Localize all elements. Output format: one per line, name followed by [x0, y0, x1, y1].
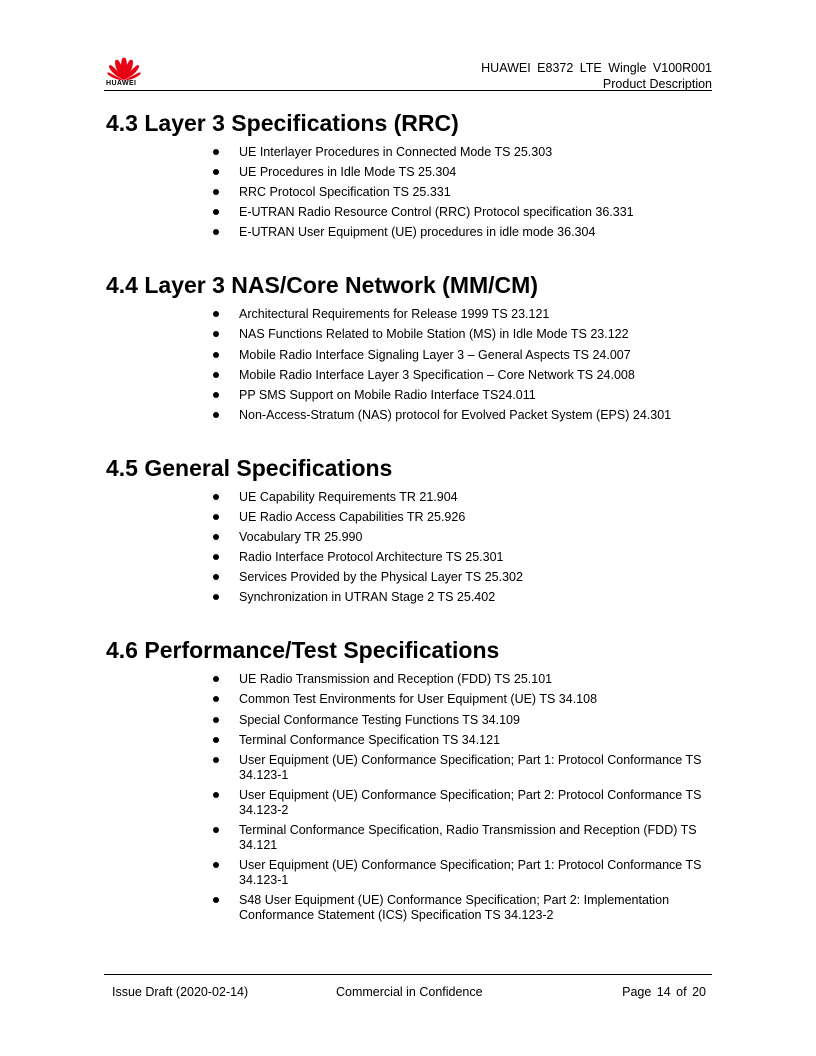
list-item-text: Common Test Environments for User Equipment (UE) TS 34.108	[239, 692, 598, 707]
header-product: HUAWEI E8372 LTE Wingle V100R001	[481, 61, 712, 75]
bullet-icon	[213, 209, 219, 215]
bullet-icon	[213, 897, 219, 903]
list-item-text: Non-Access-Stratum (NAS) protocol for Evolved Packet System (EPS) 24.301	[239, 407, 672, 422]
list-item-text: UE Radio Transmission and Reception (FDD) TS 25.101	[239, 672, 553, 687]
list-item	[239, 550, 716, 565]
list-item	[239, 753, 716, 783]
list-item	[239, 858, 716, 888]
list-item-text: PP SMS Support on Mobile Radio Interface TS24.011	[239, 387, 536, 402]
list-item	[239, 530, 716, 545]
list-item-text: E-UTRAN User Equipment (UE) procedures in idle mode 36.304	[239, 225, 596, 240]
bullet-icon	[213, 827, 219, 833]
list-item-text: Terminal Conformance Specification TS 34.121	[239, 732, 501, 747]
footer-issue: Issue Draft (2020-02-14)	[112, 985, 249, 999]
logo-wordmark: HUAWEI	[106, 80, 137, 87]
list-item-text: UE Interlayer Procedures in Connected Mode TS 25.303	[239, 145, 553, 159]
list-item	[239, 225, 716, 240]
list-item-text: Synchronization in UTRAN Stage 2 TS 25.402	[239, 590, 496, 605]
list-item-text: Vocabulary TR 25.990	[239, 530, 363, 545]
list-item-text: User Equipment (UE) Conformance Specification; Part 1: Protocol Conformance TS 34.123-1	[239, 857, 702, 887]
list-item-text: UE Procedures in Idle Mode TS 25.304	[239, 165, 457, 180]
list-item	[239, 788, 716, 818]
section-heading: 4.3 Layer 3 Specifications (RRC)	[106, 110, 459, 136]
list-item	[239, 205, 716, 220]
bullet-list	[106, 145, 716, 240]
bullet-icon	[213, 352, 219, 358]
list-item-text: Special Conformance Testing Functions TS 34.109	[239, 712, 520, 727]
list-item	[239, 490, 716, 505]
list-item	[239, 823, 716, 853]
running-header	[481, 60, 712, 92]
list-item-text: E-UTRAN Radio Resource Control (RRC) Protocol specification 36.331	[239, 205, 634, 220]
bullet-icon	[213, 717, 219, 723]
list-item	[239, 590, 716, 605]
bullet-list	[106, 307, 716, 422]
bullet-icon	[213, 514, 219, 520]
footer-page-number: Page 14 of 20	[622, 985, 706, 999]
section	[106, 270, 716, 422]
bullet-icon	[213, 169, 219, 175]
footer-confidentiality: Commercial in Confidence	[336, 985, 483, 999]
list-item	[239, 672, 716, 687]
bullet-icon	[213, 392, 219, 398]
bullet-icon	[213, 149, 219, 155]
list-item	[239, 388, 716, 403]
list-item-text: UE Radio Access Capabilities TR 25.926	[239, 509, 466, 524]
bullet-icon	[213, 494, 219, 500]
list-item	[239, 733, 716, 748]
list-item	[239, 692, 716, 707]
bullet-icon	[213, 412, 219, 418]
list-item	[239, 327, 716, 342]
bullet-icon	[213, 737, 219, 743]
list-item-text: Mobile Radio Interface Layer 3 Specification – Core Network TS 24.008	[239, 367, 635, 382]
bullet-icon	[213, 189, 219, 195]
bullet-icon	[213, 372, 219, 378]
bullet-icon	[213, 757, 219, 763]
section	[106, 635, 716, 923]
bullet-icon	[213, 331, 219, 337]
section-heading: 4.4 Layer 3 NAS/Core Network (MM/CM)	[106, 272, 538, 299]
list-item	[239, 408, 716, 423]
list-item	[239, 145, 716, 160]
list-item-text: UE Capability Requirements TR 21.904	[239, 489, 458, 504]
bullet-icon	[213, 574, 219, 580]
section	[106, 108, 716, 240]
bullet-list	[106, 490, 716, 605]
bullet-icon	[213, 534, 219, 540]
section-heading: 4.5 General Specifications	[106, 454, 393, 481]
header-divider	[104, 90, 712, 91]
bullet-icon	[213, 594, 219, 600]
bullet-icon	[213, 676, 219, 682]
bullet-icon	[213, 554, 219, 560]
list-item	[239, 713, 716, 728]
list-item	[239, 348, 716, 363]
list-item-text: RRC Protocol Specification TS 25.331	[239, 185, 451, 200]
document-body	[106, 108, 716, 953]
list-item-text: Radio Interface Protocol Architecture TS 25.301	[239, 550, 504, 565]
list-item	[239, 893, 716, 923]
list-item-text: Terminal Conformance Specification, Radio Transmission and Reception (FDD) TS 34.121	[239, 822, 697, 852]
list-item-text: User Equipment (UE) Conformance Specification; Part 1: Protocol Conformance TS 34.123-1	[239, 752, 702, 782]
list-item-text: NAS Functions Related to Mobile Station (MS) in Idle Mode TS 23.122	[239, 327, 629, 342]
bullet-list	[106, 672, 716, 923]
section	[106, 453, 716, 605]
section-heading: 4.6 Performance/Test Specifications	[106, 637, 500, 664]
list-item	[239, 570, 716, 585]
bullet-icon	[213, 696, 219, 702]
list-item-text: Mobile Radio Interface Signaling Layer 3 – General Aspects TS 24.007	[239, 347, 631, 362]
bullet-icon	[213, 862, 219, 868]
bullet-icon	[213, 229, 219, 235]
header-doc-type: Product Description	[602, 77, 712, 91]
list-item-text: User Equipment (UE) Conformance Specification; Part 2: Protocol Conformance TS 34.123-2	[239, 787, 702, 817]
footer-divider	[104, 974, 712, 975]
list-item	[239, 510, 716, 525]
list-item-text: Services Provided by the Physical Layer TS 25.302	[239, 570, 523, 585]
list-item-text: S48 User Equipment (UE) Conformance Specification; Part 2: Implementation Conformance Statement (ICS) Specification TS 34.123-2	[239, 893, 670, 923]
list-item	[239, 307, 716, 322]
list-item-text: Architectural Requirements for Release 1999 TS 23.121	[239, 307, 550, 322]
list-item	[239, 368, 716, 383]
bullet-icon	[213, 792, 219, 798]
list-item	[239, 165, 716, 180]
list-item	[239, 185, 716, 200]
bullet-icon	[213, 311, 219, 317]
